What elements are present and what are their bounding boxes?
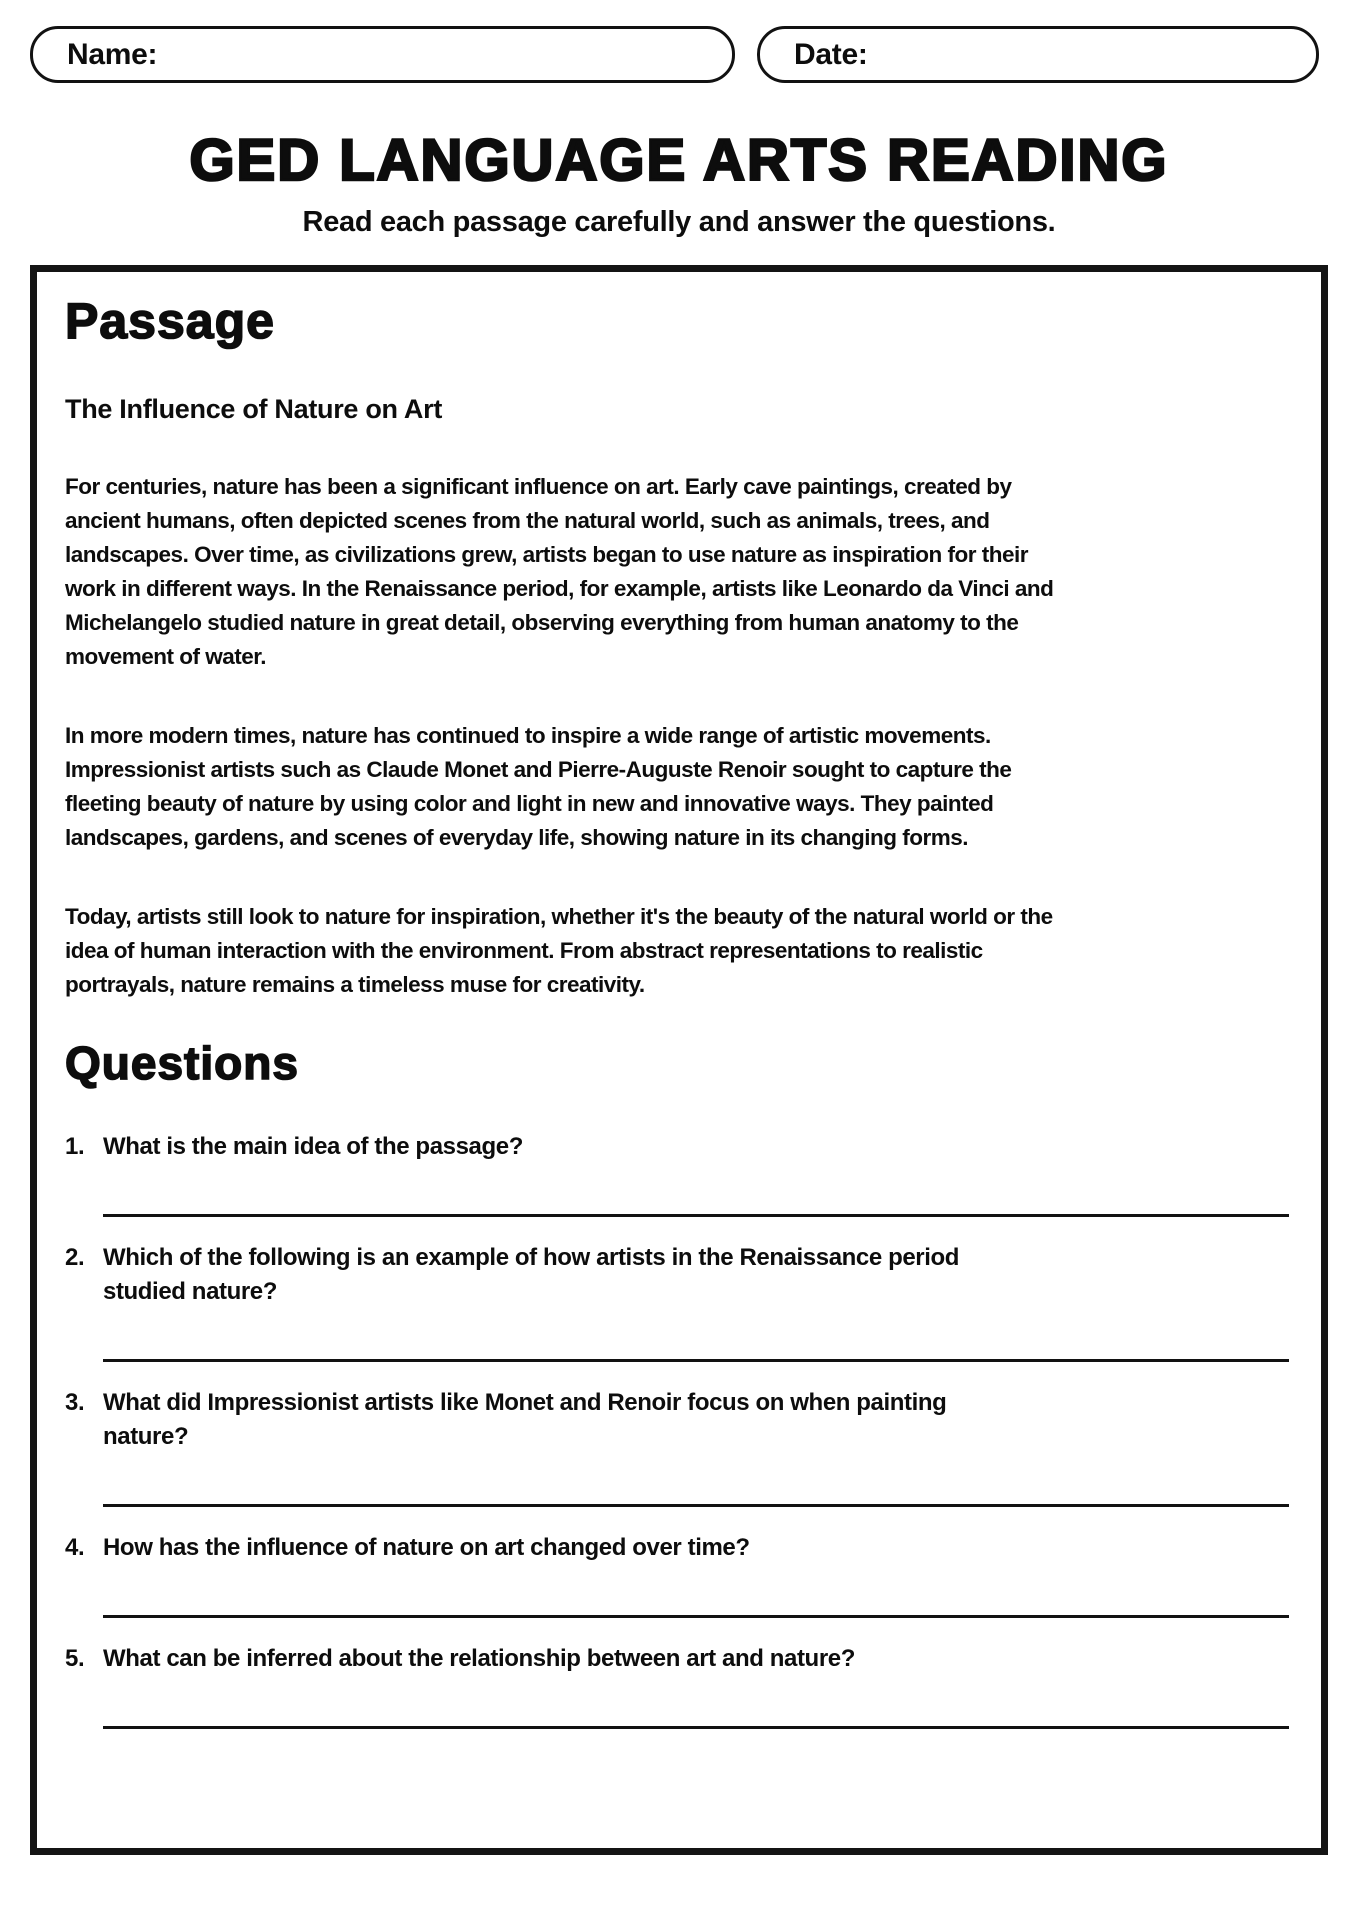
header-fields [0,0,1358,83]
question-number: 4. [65,1534,85,1561]
question-text: What is the main idea of the passage? [103,1133,523,1160]
passage-paragraph: In more modern times, nature has continued to inspire a wide range of artistic movements. Impressionist artists such as Claude Monet and Pierre-Auguste Renoir sought to capture the fleeting beauty of nature by using color and light in new and innovative ways. They painted landscapes, gardens, and scenes of everyday life, showing nature in its changing forms. [65,723,1012,850]
question-text: What did Impressionist artists like Monet and Renoir focus on when painting nature? [103,1389,947,1450]
questions-heading: Questions [65,1037,299,1089]
passage-title: The Influence of Nature on Art [65,394,443,424]
question-number: 2. [65,1244,85,1271]
question-item [65,1531,1291,1618]
question-text: What can be inferred about the relationship between art and nature? [103,1645,855,1672]
date-label: Date: [794,37,868,71]
name-label: Name: [67,37,158,71]
answer-line[interactable] [103,1214,1289,1217]
question-item [65,1642,1291,1729]
answer-line[interactable] [103,1504,1289,1507]
answer-line[interactable] [103,1726,1289,1729]
questions-list [65,1130,1291,1729]
question-number: 5. [65,1645,85,1672]
passage-paragraph: Today, artists still look to nature for inspiration, whether it's the beauty of the natural world or the idea of human interaction with the environment. From abstract representations to realistic portrayals, nature remains a timeless muse for creativity. [65,904,1053,997]
question-item [65,1241,1291,1362]
date-field[interactable] [757,26,1319,83]
question-number: 1. [65,1133,85,1160]
name-field[interactable] [30,26,735,83]
question-number: 3. [65,1389,85,1416]
passage-heading: Passage [65,293,275,349]
page-subtitle: Read each passage carefully and answer the questions. [302,206,1056,238]
question-item [65,1130,1291,1217]
passage-paragraph: For centuries, nature has been a significant influence on art. Early cave paintings, created by ancient humans, often depicted scenes from the natural world, such as animals, trees, and landscapes. Over time, as civilizations grew, artists began to use nature as inspiration for their work in different ways. In the Renaissance period, for example, artists like Leonardo da Vinci and Michelangelo studied nature in great detail, observing everything from human anatomy to the movement of water. [65,474,1054,669]
question-text: How has the influence of nature on art changed over time? [103,1534,750,1561]
question-text: Which of the following is an example of how artists in the Renaissance period studied nature? [103,1244,960,1305]
page-title: GED LANGUAGE ARTS READING [189,128,1169,193]
answer-line[interactable] [103,1615,1289,1618]
answer-line[interactable] [103,1359,1289,1362]
worksheet-sheet [30,265,1328,1855]
question-item [65,1386,1291,1507]
